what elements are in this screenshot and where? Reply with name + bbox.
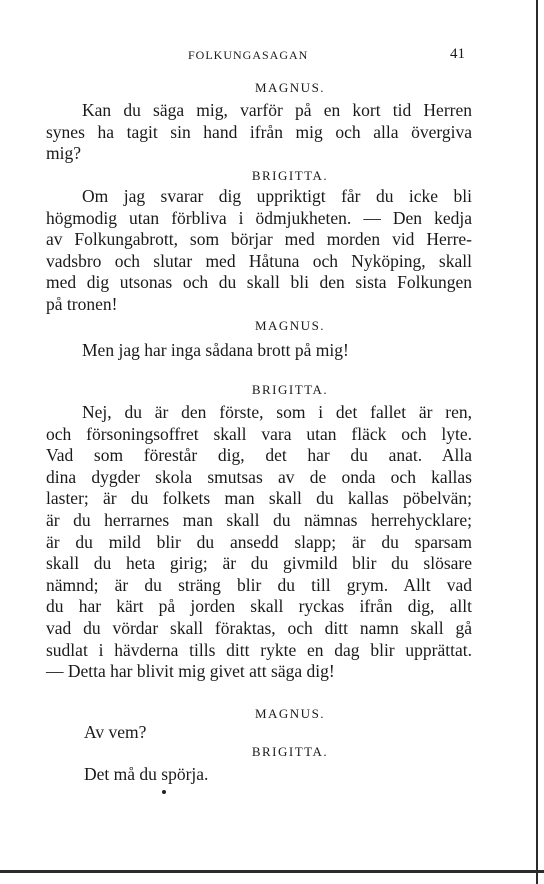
text-line: nämnd; är du sträng blir du till grym. Allt vad <box>46 574 472 595</box>
speaker-name: MAGNUS. <box>254 318 326 333</box>
speaker-name: BRIGITTA. <box>251 168 329 183</box>
dialogue-paragraph <box>46 402 472 683</box>
text-line: skall du heta girig; är du givmild blir du slösare <box>46 553 472 574</box>
text-line: och försoningsoffret skall vara utan fläck och lyte. <box>46 423 472 444</box>
text-line: vadsbro och slutar med Håtuna och Nyköping, skall <box>46 250 472 271</box>
page-edge-bottom <box>0 870 544 873</box>
text-line: Men jag har inga sådana brott på mig! <box>82 340 349 360</box>
text-line: är du mild blir du ansedd slapp; är du sparsam <box>46 531 472 552</box>
running-title: FOLKUNGASAGAN <box>188 48 309 62</box>
text-line: Det må du spörja. <box>84 764 209 784</box>
text-line: synes ha tagit sin hand ifrån mig och alla övergiva <box>46 121 472 142</box>
text-line: laster; är du folkets man skall du kallas pöbelvän; <box>46 488 472 509</box>
text-line: Kan du säga mig, varför på en kort tid Herren <box>82 100 472 120</box>
dialogue-paragraph <box>46 340 472 362</box>
text-line: Vad som förestår dig, det har du anat. Alla <box>46 445 472 466</box>
speaker-name: MAGNUS. <box>254 80 326 95</box>
text-line: med dig utsonas och du skall bli den sista Folkungen <box>46 272 472 293</box>
page-header <box>0 48 544 68</box>
text-line: på tronen! <box>46 293 118 314</box>
text-line: vad du vördar skall föraktas, och ditt namn skall gå <box>46 617 472 638</box>
speaker-name: BRIGITTA. <box>251 744 329 759</box>
text-line: Om jag svarar dig uppriktigt får du icke bli <box>82 186 472 206</box>
text-line: — Detta har blivit mig givet att säga dig! <box>46 661 335 682</box>
speaker-name: MAGNUS. <box>254 706 326 721</box>
dialogue-paragraph <box>46 100 472 165</box>
text-line: du har kärt på jorden skall ryckas ifrån dig, allt <box>46 596 472 617</box>
speaker-name: BRIGITTA. <box>251 382 329 397</box>
text-line: av Folkungabrott, som börjar med morden vid Herre- <box>46 229 472 250</box>
text-line: dina dygder skola smutsas av de onda och kallas <box>46 466 472 487</box>
dialogue-paragraph <box>46 186 472 316</box>
text-line: Av vem? <box>84 722 147 742</box>
text-line: mig? <box>46 143 81 164</box>
text-line: är du herrarnes man skall du nämnas herrehycklare; <box>46 509 472 530</box>
ink-speck <box>162 790 166 794</box>
text-line: Nej, du är den förste, som i det fallet är ren, <box>82 402 472 422</box>
page-number: 41 <box>450 46 465 62</box>
text-line: högmodig utan förbliva i ödmjukheten. — Den kedja <box>46 207 472 228</box>
text-line: sudlat i hävderna tills ditt rykte en dag blir upprättat. <box>46 639 472 660</box>
